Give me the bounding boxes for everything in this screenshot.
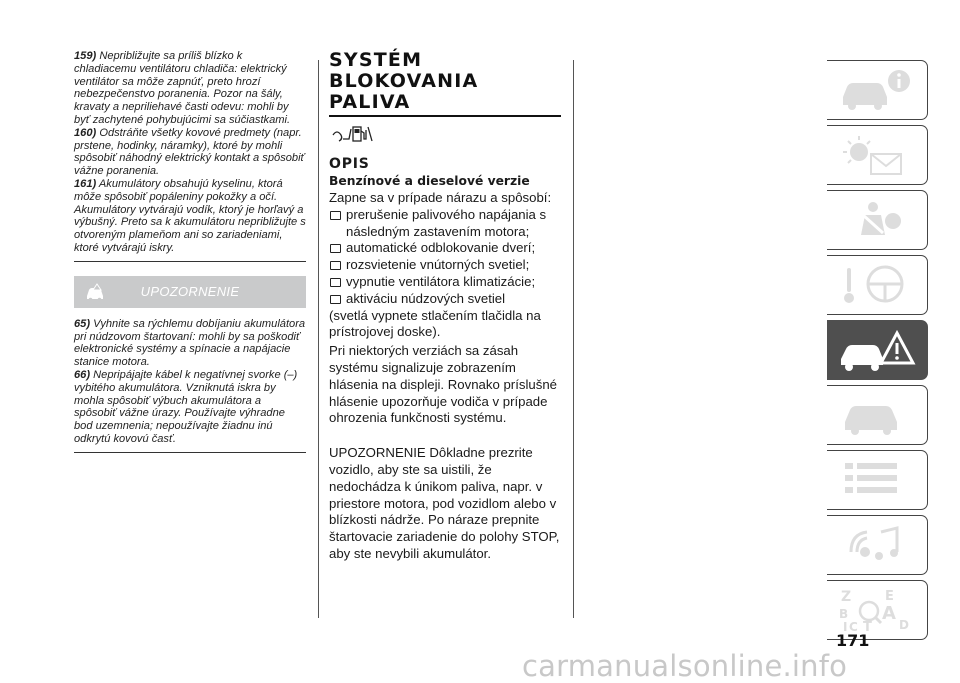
index-letter: B — [839, 607, 849, 621]
specs-list-icon — [837, 457, 917, 503]
warning-banner — [74, 276, 306, 308]
note-item — [74, 127, 306, 178]
index-letter: C — [849, 620, 858, 633]
bullet-followup: (svetlá vypnete stlačením tlačidla na prístrojovej doske). — [329, 307, 541, 340]
note-text: Odstráňte všetky kovové predmety (napr. prstene, hodinky, náramky), ktoré by mohli spôsobiť náhodný elektrický kontakt a spôsobiť vážne poranenia. — [74, 126, 305, 178]
tab-emergency[interactable] — [827, 320, 928, 380]
note-text: Akumulátory obsahujú kyselinu, ktorá môže spôsobiť popáleniny pokožky a očí. Akumulátory vytvárajú vodík, ktorý je horľavý a výbušný. Preto sa k akumulátoru nepribližujte s otvoreným plameňom ani so zariadeniami, ktoré vytvárajú iskry. — [74, 177, 306, 254]
list-item — [329, 240, 561, 257]
multimedia-icon — [837, 522, 917, 568]
tab-multimedia[interactable] — [827, 515, 928, 575]
car-info-icon — [837, 67, 917, 113]
note-number: 159) — [74, 50, 97, 62]
section-title-line: BLOKOVANIA — [329, 70, 479, 92]
note-text: Nepripájajte kábel k negatívnej svorke (–) vybitého akumulátora. Vzniknutá iskra by mohla spôsobiť výbuch akumulátora a spôsobiť vážne úrazy. Používajte výhradne bod uzemnenia; nepoužívajte žiadnu inú odkrytú kovovú časť. — [74, 368, 298, 445]
left-column — [74, 50, 306, 453]
fuel-cutoff-icon — [329, 123, 377, 145]
list-item — [329, 257, 561, 274]
note-number: 160) — [74, 126, 97, 139]
note-item — [74, 50, 306, 127]
tab-technical-data[interactable] — [827, 450, 928, 510]
safety-notes — [74, 50, 306, 262]
bullet-box-icon — [330, 211, 341, 220]
bullet-box-icon — [330, 261, 341, 270]
warning-lights-icon — [837, 132, 917, 178]
index-letter: A — [882, 603, 896, 624]
index-letter: D — [899, 618, 909, 632]
bullet-box-icon — [330, 278, 341, 287]
note-item — [74, 369, 306, 446]
seatbelt-airbag-icon — [837, 197, 917, 243]
note-item — [74, 318, 306, 369]
note-number: 65) — [74, 317, 91, 330]
warning-title: UPOZORNENIE — [140, 283, 240, 299]
subtitle: OPIS — [329, 156, 370, 172]
list-item — [329, 274, 561, 291]
tab-knowing-car[interactable] — [827, 60, 928, 120]
list-item — [329, 207, 561, 241]
car-service-icon — [837, 392, 917, 438]
list-item — [329, 291, 561, 308]
intro-text: Zapne sa v prípade nárazu a spôsobí: — [329, 190, 552, 205]
bullet-box-icon — [330, 244, 341, 253]
tab-starting-driving[interactable] — [827, 255, 928, 315]
list-item-text: automatické odblokovanie dverí; — [346, 240, 536, 256]
index-letter: T — [863, 620, 872, 633]
sub-subtitle: Benzínové a dieselové verzie — [329, 174, 530, 188]
index-icon — [837, 587, 917, 633]
steering-key-icon — [837, 262, 917, 308]
tab-maintenance[interactable] — [827, 385, 928, 445]
chapter-tabs — [827, 60, 929, 645]
watermark: carmanualsonline.info — [522, 649, 848, 683]
main-column — [329, 50, 561, 563]
bullet-list — [329, 207, 561, 308]
breakdown-icon — [837, 327, 917, 373]
list-item-text: vypnutie ventilátora klimatizácie; — [346, 273, 536, 289]
paragraph: UPOZORNENIE Dôkladne prezrite vozidlo, aby ste sa uistili, že nedochádza k únikom paliva, napr. v priestore motora, pod vozidlom alebo v blízkosti nádrže. Po náraze prepnite štartovacie zariadenie do polohy STOP, aby ste nevybili akumulátor. — [329, 445, 560, 561]
bullet-box-icon — [330, 295, 341, 304]
note-text: Vyhnite sa rýchlemu dobíjaniu akumulátora pri núdzovom štartovaní: mohli by sa poškodiť elektronické systémy a spínacie a napájacie stanice motora. — [74, 317, 306, 369]
column-divider — [318, 60, 319, 618]
warning-notes — [74, 318, 306, 453]
note-text: Nepribližujte sa príliš blízko k chladiacemu ventilátoru chladiča: elektrický ventilátor sa môže zapnúť, preto hrozí nebezpečenstvo poranenia. Pozor na šály, kravaty a nepriliehavé časti odevu: mohli by byť zachytené pohybujúcimi sa súčiastkami. — [74, 50, 291, 126]
note-number: 66) — [74, 368, 91, 381]
paragraph: Pri niektorých verziách sa zásah systému signalizuje zobrazením hlásenia na displeji. Rovnako príslušné hlásenie upozorňuje vodiča v prípade ohrozenia funkčnosti systému. — [329, 343, 557, 426]
tab-warning-lights[interactable] — [827, 125, 928, 185]
note-number: 161) — [74, 177, 97, 190]
section-title-line: PALIVA — [329, 91, 411, 113]
page-number: 171 — [836, 631, 870, 650]
index-letter: I — [843, 620, 848, 633]
list-item-text: rozsvietenie vnútorných svetiel; — [346, 257, 530, 273]
index-letter: E — [885, 589, 894, 604]
list-item-text: aktiváciu núdzových svetiel — [346, 290, 506, 306]
column-divider — [573, 60, 574, 618]
list-item-text: prerušenie palivového napájania s následným zastavením motora; — [346, 206, 547, 239]
title-rule — [329, 115, 561, 117]
tab-safety[interactable] — [827, 190, 928, 250]
note-item — [74, 178, 306, 255]
index-letter: Z — [841, 589, 852, 605]
section-title-line: SYSTÉM — [329, 49, 423, 71]
